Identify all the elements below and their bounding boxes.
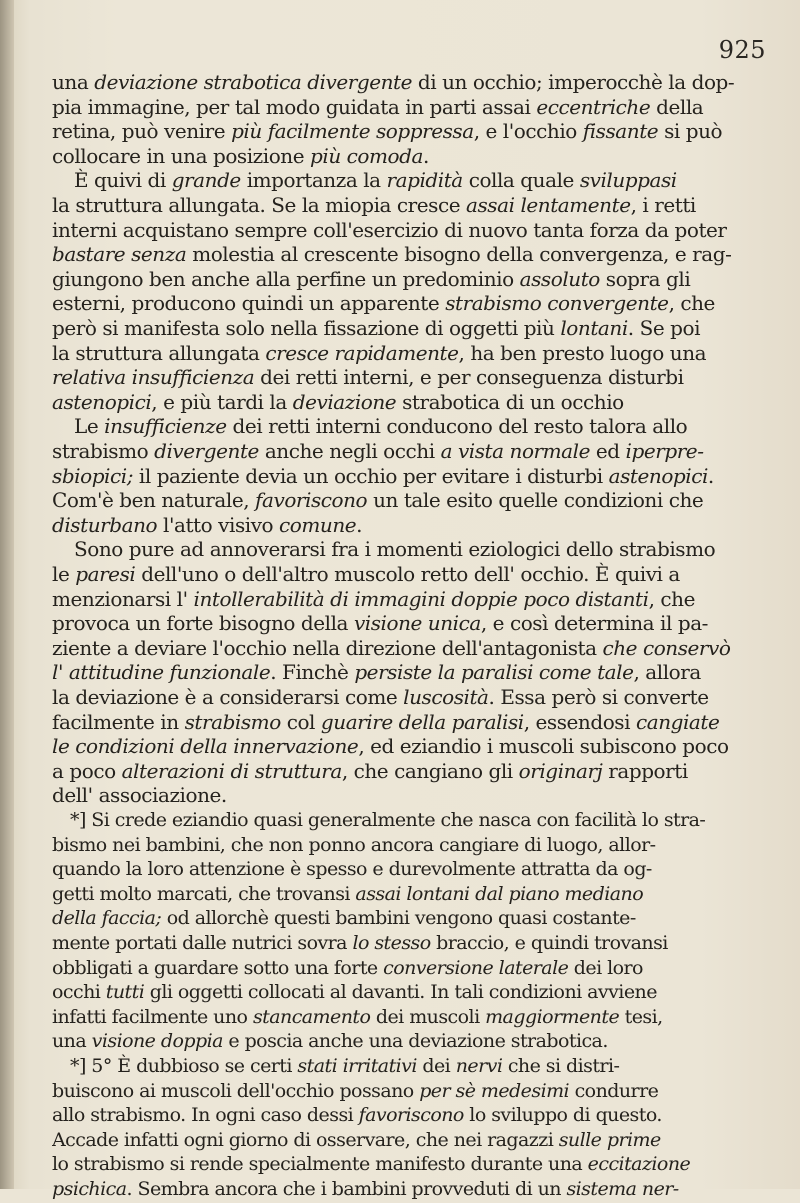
plain-text: . — [356, 513, 363, 537]
emphasis-text: strabismo convergente — [445, 291, 669, 315]
text-line — [52, 587, 758, 613]
text-line — [52, 242, 758, 268]
text-line — [52, 710, 758, 736]
plain-text: strabotica di un occhio — [396, 390, 624, 414]
plain-text: dell'uno o dell'altro muscolo retto dell' occhio. È quivi a — [135, 562, 680, 586]
emphasis-text: insufficienze — [104, 414, 227, 438]
plain-text: quando la loro attenzione è spesso e durevolmente attratta da og- — [52, 858, 652, 880]
plain-text: . — [707, 464, 714, 488]
emphasis-text: conversione laterale — [383, 957, 569, 979]
text-line — [52, 734, 758, 760]
plain-text: facilmente in — [52, 710, 185, 734]
text-line — [74, 537, 758, 563]
text-line — [52, 1128, 758, 1154]
text-line — [52, 906, 758, 932]
emphasis-text: astenopici — [52, 390, 152, 414]
plain-text: collocare in una posizione — [52, 144, 311, 168]
plain-text: . — [422, 144, 429, 168]
emphasis-text: l' attitudine funzionale — [52, 660, 271, 684]
plain-text: della — [650, 95, 704, 119]
plain-text: braccio, e quindi trovansi — [430, 932, 668, 954]
text-line — [52, 193, 758, 219]
emphasis-text: eccentriche — [536, 95, 651, 119]
text-line — [52, 488, 758, 514]
plain-text: , e così determina il pa- — [480, 611, 708, 635]
text-line — [52, 882, 758, 908]
text-line — [52, 1005, 758, 1031]
emphasis-text: psichica — [52, 1178, 127, 1200]
text-line — [52, 611, 758, 637]
text-line — [52, 636, 758, 662]
plain-text: È quivi di — [74, 168, 172, 192]
plain-text: rapporti — [602, 759, 688, 783]
text-line — [52, 95, 758, 121]
plain-text: retina, può venire — [52, 119, 232, 143]
plain-text: . Essa però si converte — [488, 685, 709, 709]
plain-text: dell' associazione. — [52, 783, 227, 807]
plain-text: *] 5° È dubbioso se certi — [70, 1055, 298, 1077]
plain-text: . Sembra ancora che i bambini provveduti di un — [126, 1178, 567, 1200]
text-line — [52, 685, 758, 711]
plain-text: lo strabismo si rende specialmente manifesto durante una — [52, 1153, 588, 1175]
plain-text: condurre — [569, 1080, 659, 1102]
emphasis-text: sviluppasi — [579, 168, 677, 192]
text-line — [52, 857, 758, 883]
emphasis-text: tutti — [105, 981, 145, 1003]
emphasis-text: deviazione strabotica divergente — [94, 70, 412, 94]
plain-text: provoca un forte bisogno della — [52, 611, 354, 635]
plain-text: dei — [416, 1055, 456, 1077]
plain-text: la struttura allungata. Se la miopia cresce — [52, 193, 467, 217]
text-line — [52, 1079, 758, 1105]
emphasis-text: sulle prime — [558, 1129, 661, 1151]
plain-text: ed — [589, 439, 626, 463]
plain-text: od allorchè questi bambini vengono quasi costante- — [161, 907, 636, 929]
plain-text: lo sviluppo di questo. — [463, 1104, 662, 1126]
plain-text: dei loro — [568, 957, 643, 979]
plain-text: giungono ben anche alla perfine un predominio — [52, 267, 520, 291]
plain-text: , essendosi — [523, 710, 636, 734]
emphasis-text: della faccia; — [52, 907, 162, 929]
emphasis-text: fissante — [582, 119, 659, 143]
plain-text: allo strabismo. In ogni caso dessi — [52, 1104, 359, 1126]
plain-text: mente portati dalle nutrici sovra — [52, 932, 353, 954]
emphasis-text: relativa insufficienza — [52, 365, 255, 389]
emphasis-text: maggiormente — [485, 1006, 620, 1028]
plain-text: infatti facilmente uno — [52, 1006, 253, 1028]
emphasis-text: nervi — [455, 1055, 503, 1077]
emphasis-text: iperpre- — [625, 439, 704, 463]
emphasis-text: stati irritativi — [297, 1055, 417, 1077]
emphasis-text: più comoda — [310, 144, 423, 168]
plain-text: obbligati a guardare sotto una forte — [52, 957, 384, 979]
plain-text: si può — [658, 119, 723, 143]
text-line — [52, 341, 758, 367]
plain-text: , che — [648, 587, 695, 611]
plain-text: buiscono ai muscoli dell'occhio possano — [52, 1080, 420, 1102]
plain-text: bismo nei bambini, che non ponno ancora cangiare di luogo, allor- — [52, 834, 656, 856]
plain-text: , ed eziandio i muscoli subiscono poco — [358, 734, 729, 758]
emphasis-text: bastare senza — [52, 242, 187, 266]
text-line — [52, 783, 758, 809]
text-line — [74, 414, 758, 440]
emphasis-text: divergente — [154, 439, 259, 463]
emphasis-text: assai lentamente — [466, 193, 631, 217]
emphasis-text: visione unica — [353, 611, 481, 635]
emphasis-text: favoriscono — [255, 488, 368, 512]
plain-text: , i retti — [630, 193, 696, 217]
emphasis-text: grande — [171, 168, 241, 192]
emphasis-text: astenopici — [608, 464, 708, 488]
text-line — [52, 759, 758, 785]
plain-text: , che — [668, 291, 715, 315]
plain-text: *] Si crede eziandio quasi generalmente che nasca con facilità lo stra- — [70, 809, 706, 831]
plain-text: a poco — [52, 759, 122, 783]
text-line — [52, 660, 758, 686]
plain-text: una — [52, 1030, 92, 1052]
plain-text: Com'è ben naturale, — [52, 488, 256, 512]
text-line — [52, 119, 758, 145]
emphasis-text: disturbano — [52, 513, 158, 537]
text-line — [52, 291, 758, 317]
emphasis-text: alterazioni di struttura — [121, 759, 342, 783]
emphasis-text: deviazione — [292, 390, 397, 414]
plain-text: Sono pure ad annoverarsi fra i momenti eziologici dello strabismo — [74, 537, 716, 561]
plain-text: le — [52, 562, 76, 586]
plain-text: tesi, — [619, 1006, 663, 1028]
text-line — [70, 1054, 758, 1080]
plain-text: anche negli occhi — [258, 439, 441, 463]
text-line — [52, 1029, 758, 1055]
text-line — [74, 168, 758, 194]
plain-text: molestia al crescente bisogno della convergenza, e rag- — [186, 242, 732, 266]
text-line — [52, 390, 758, 416]
plain-text: , ha ben presto luogo una — [458, 341, 707, 365]
emphasis-text: visione doppia — [91, 1030, 223, 1052]
plain-text: importanza la — [240, 168, 387, 192]
text-line — [52, 218, 758, 244]
plain-text: dei retti interni conducono del resto talora allo — [226, 414, 688, 438]
plain-text: gli oggetti collocati al davanti. In tali condizioni avviene — [144, 981, 657, 1003]
text-line — [52, 365, 758, 391]
emphasis-text: cresce rapidamente — [265, 341, 459, 365]
plain-text: dei retti interni, e per conseguenza disturbi — [254, 365, 684, 389]
emphasis-text: luscosità — [403, 685, 489, 709]
emphasis-text: che conservò — [602, 636, 731, 660]
text-line — [52, 267, 758, 293]
emphasis-text: assai lontani dal piano mediano — [355, 883, 644, 905]
emphasis-text: lontani — [560, 316, 628, 340]
plain-text: interni acquistano sempre coll'esercizio di nuovo tanta forza da poter — [52, 218, 727, 242]
text-line — [52, 562, 758, 588]
emphasis-text: sistema ner- — [566, 1178, 679, 1200]
text-line — [52, 1103, 758, 1129]
text-line — [52, 316, 758, 342]
plain-text: getti molto marcati, che trovansi — [52, 883, 356, 905]
plain-text: occhi — [52, 981, 106, 1003]
page-number: 925 — [718, 36, 766, 64]
plain-text: l'atto visivo — [157, 513, 280, 537]
plain-text: la struttura allungata — [52, 341, 266, 365]
emphasis-text: strabismo — [184, 710, 281, 734]
emphasis-text: cangiate — [635, 710, 720, 734]
text-line — [52, 144, 758, 170]
emphasis-text: per sè medesimi — [419, 1080, 570, 1102]
plain-text: colla quale — [462, 168, 580, 192]
emphasis-text: stancamento — [252, 1006, 371, 1028]
plain-text: , e più tardi la — [151, 390, 293, 414]
plain-text: strabismo — [52, 439, 155, 463]
plain-text: Accade infatti ogni giorno di osservare, che nei ragazzi — [52, 1129, 559, 1151]
text-line — [52, 1152, 758, 1178]
plain-text: menzionarsi l' — [52, 587, 194, 611]
plain-text: , e l'occhio — [473, 119, 583, 143]
plain-text: però si manifesta solo nella fissazione di oggetti più — [52, 316, 561, 340]
emphasis-text: comune — [279, 513, 357, 537]
plain-text: sopra gli — [599, 267, 691, 291]
plain-text: dei muscoli — [370, 1006, 486, 1028]
text-line — [70, 808, 758, 834]
text-line — [52, 1177, 758, 1203]
text-line — [52, 833, 758, 859]
emphasis-text: a vista normale — [440, 439, 590, 463]
plain-text: . Finchè — [270, 660, 355, 684]
text-line — [52, 70, 758, 96]
plain-text: e poscia anche una deviazione strabotica. — [222, 1030, 608, 1052]
plain-text: il paziente devia un occhio per evitare i disturbi — [133, 464, 609, 488]
emphasis-text: assoluto — [519, 267, 600, 291]
plain-text: esterni, producono quindi un apparente — [52, 291, 446, 315]
emphasis-text: paresi — [75, 562, 136, 586]
emphasis-text: guarire della paralisi — [320, 710, 524, 734]
emphasis-text: le condizioni della innervazione — [52, 734, 359, 758]
plain-text: Le — [74, 414, 105, 438]
plain-text: . Se poi — [627, 316, 701, 340]
plain-text: la deviazione è a considerarsi come — [52, 685, 404, 709]
emphasis-text: più facilmente soppressa — [231, 119, 474, 143]
emphasis-text: sbiopici; — [52, 464, 133, 488]
emphasis-text: originarj — [518, 759, 603, 783]
emphasis-text: intollerabilità di immagini doppie poco distanti — [193, 587, 649, 611]
emphasis-text: rapidità — [386, 168, 463, 192]
plain-text: ziente a deviare l'occhio nella direzione dell'antagonista — [52, 636, 603, 660]
plain-text: col — [280, 710, 321, 734]
text-line — [52, 513, 758, 539]
plain-text: che si distri- — [502, 1055, 620, 1077]
emphasis-text: favoriscono — [358, 1104, 464, 1126]
text-line — [52, 956, 758, 982]
emphasis-text: eccitazione — [587, 1153, 691, 1175]
text-line — [52, 439, 758, 465]
emphasis-text: lo stesso — [352, 932, 431, 954]
text-line — [52, 980, 758, 1006]
plain-text: , che cangiano gli — [341, 759, 519, 783]
page-binding-edge — [0, 0, 14, 1189]
plain-text: di un occhio; imperocchè la dop- — [412, 70, 735, 94]
plain-text: un tale esito quelle condizioni che — [367, 488, 704, 512]
plain-text: pia immagine, per tal modo guidata in parti assai — [52, 95, 537, 119]
plain-text: una — [52, 70, 95, 94]
plain-text: , allora — [633, 660, 701, 684]
emphasis-text: persiste la paralisi come tale — [354, 660, 634, 684]
text-line — [52, 931, 758, 957]
text-line — [52, 464, 758, 490]
